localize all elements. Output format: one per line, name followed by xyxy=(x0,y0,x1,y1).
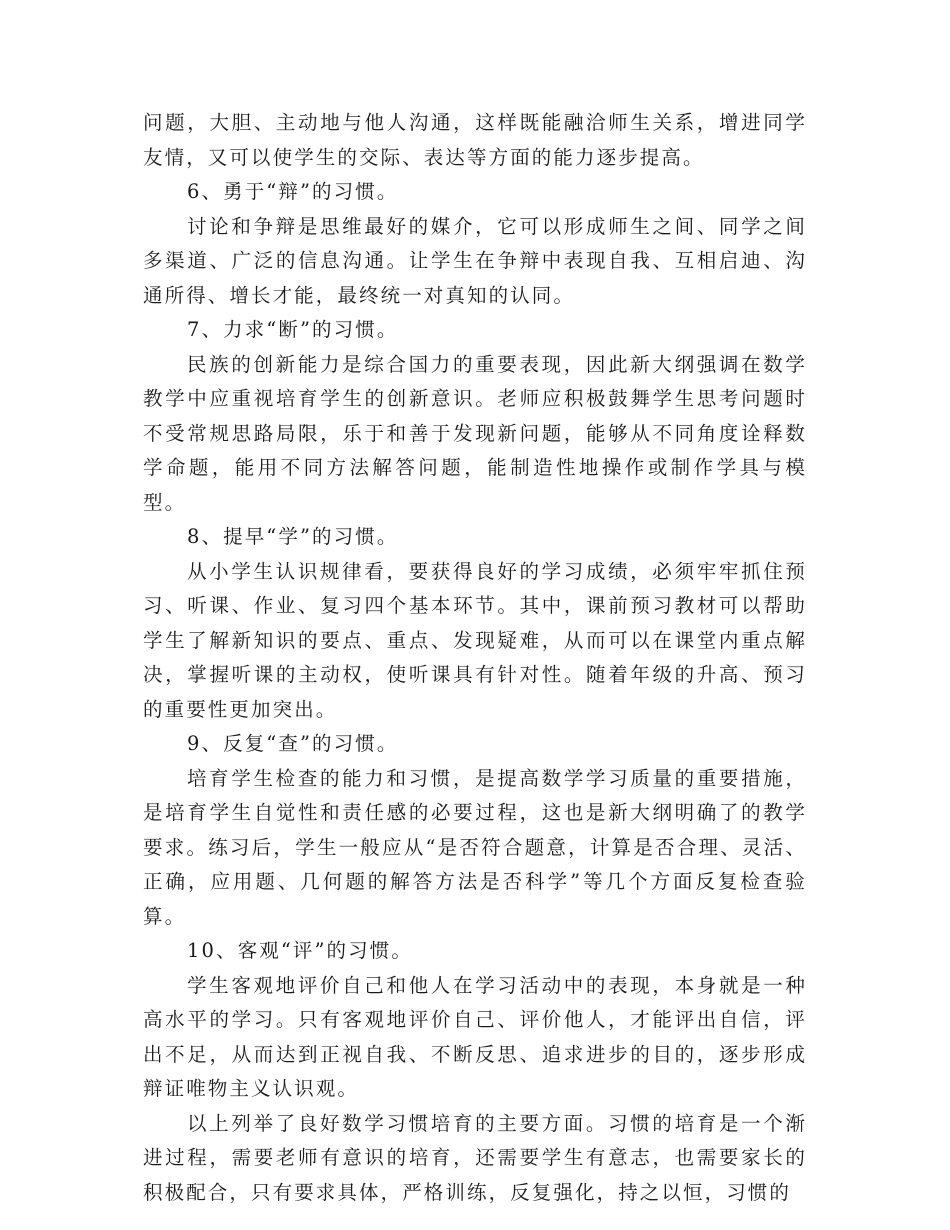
paragraph-section-8: 从小学生认识规律看，要获得良好的学习成绩，必须牢牢抓住预习、听课、作业、复习四个基本环节。其中，课前预习教材可以帮助学生了解新知识的要点、重点、发现疑难，从而可以在课堂内重点解决，掌握听课的主动权，使听课具有针对性。随着年级的升高、预习的重要性更加突出。 xyxy=(143,559,807,721)
paragraph-section-6: 讨论和争辩是思维最好的媒介，它可以形成师生之间、同学之间多渠道、广泛的信息沟通。让学生在争辩中表现自我、互相启迪、沟通所得、增长才能，最终统一对真知的认同。 xyxy=(143,214,807,307)
section-heading-10: 10、客观“评”的习惯。 xyxy=(187,939,413,962)
section-heading-6: 6、勇于“辩”的习惯。 xyxy=(187,180,399,203)
document-body xyxy=(143,106,807,1210)
paragraph-section-9: 培育学生检查的能力和习惯，是提高数学学习质量的重要措施，是培育学生自觉性和责任感的必要过程，这也是新大纲明确了的教学要求。练习后，学生一般应从“是否符合题意，计算是否合理、灵活、正确，应用题、几何题的解答方法是否科学”等几个方面反复检查验算。 xyxy=(143,766,807,928)
section-heading-8: 8、提早“学”的习惯。 xyxy=(187,525,399,548)
section-heading-7: 7、力求“断”的习惯。 xyxy=(187,318,399,341)
paragraph-summary: 以上列举了良好数学习惯培育的主要方面。习惯的培育是一个渐进过程，需要老师有意识的培育，还需要学生有意志，也需要家长的积极配合，只有要求具体，严格训练，反复强化，持之以恒，习惯的 xyxy=(143,1111,807,1204)
section-heading-9: 9、反复“查”的习惯。 xyxy=(187,732,399,755)
paragraph-continuation: 问题，大胆、主动地与他人沟通，这样既能融洽师生关系，增进同学友情，又可以使学生的交际、表达等方面的能力逐步提高。 xyxy=(143,111,807,169)
paragraph-section-10: 学生客观地评价自己和他人在学习活动中的表现，本身就是一种高水平的学习。只有客观地评价自己、评价他人，才能评出自信，评出不足，从而达到正视自我、不断反思、追求进步的目的，逐步形成辩证唯物主义认识观。 xyxy=(143,973,807,1100)
paragraph-section-7: 民族的创新能力是综合国力的重要表现，因此新大纲强调在数学教学中应重视培育学生的创新意识。老师应积极鼓舞学生思考问题时不受常规思路局限，乐于和善于发现新问题，能够从不同角度诠释数学命题，能用不同方法解答问题，能制造性地操作或制作学具与模型。 xyxy=(143,352,807,514)
